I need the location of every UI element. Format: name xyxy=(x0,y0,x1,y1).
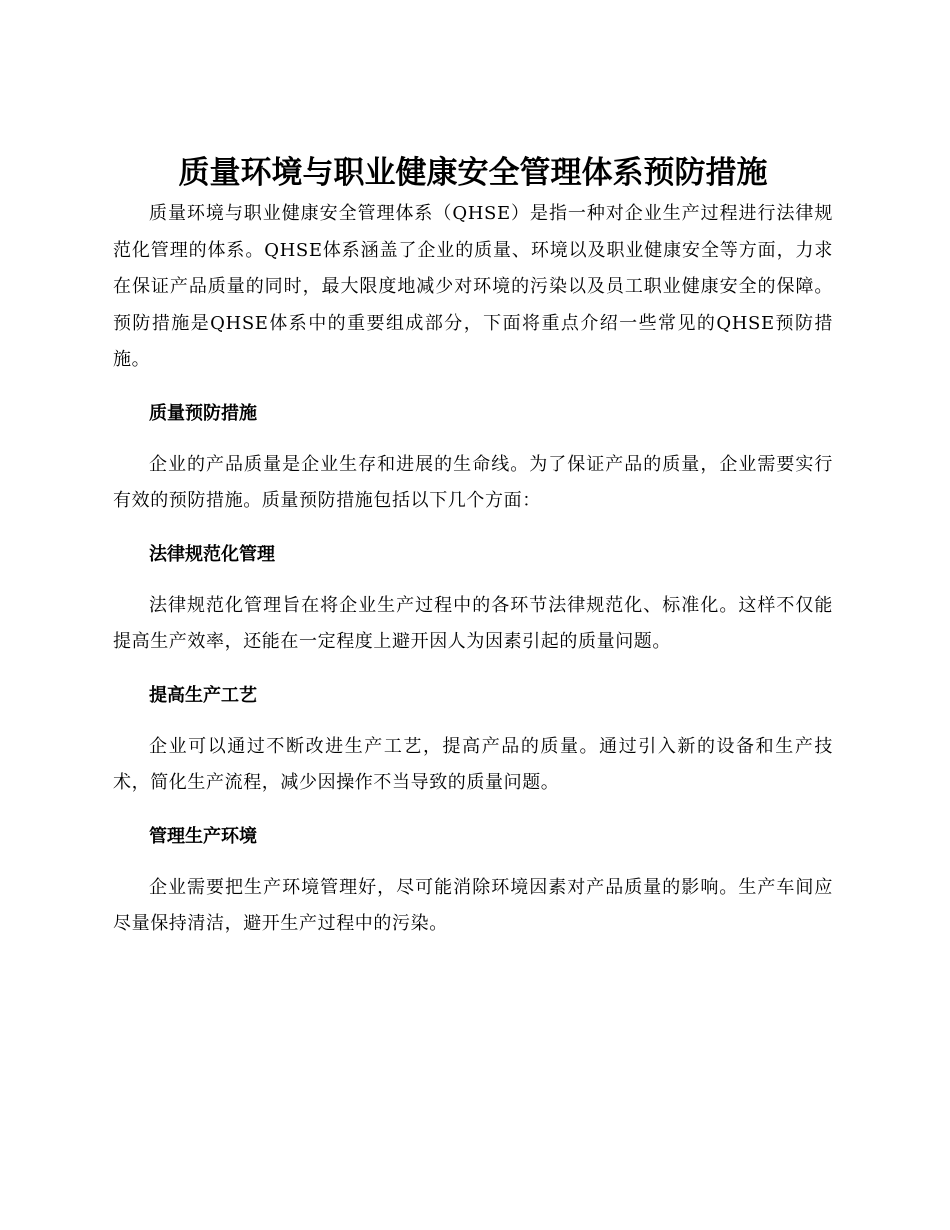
section-body-production-process: 企业可以通过不断改进生产工艺，提高产品的质量。通过引入新的设备和生产技术，简化生产流程，减少因操作不当导致的质量问题。 xyxy=(113,735,833,793)
document-content xyxy=(113,150,833,943)
section-heading-production-environment: 管理生产环境 xyxy=(149,825,257,847)
section-body-quality-prevention: 企业的产品质量是企业生存和进展的生命线。为了保证产品的质量，企业需要实行有效的预防措施。质量预防措施包括以下几个方面： xyxy=(113,453,833,511)
section-heading-quality-prevention: 质量预防措施 xyxy=(149,402,257,424)
section-body-legal-standardization: 法律规范化管理旨在将企业生产过程中的各环节法律规范化、标准化。这样不仅能提高生产效率，还能在一定程度上避开因人为因素引起的质量问题。 xyxy=(113,594,833,652)
section-body-production-environment: 企业需要把生产环境管理好，尽可能消除环境因素对产品质量的影响。生产车间应尽量保持清洁，避开生产过程中的污染。 xyxy=(113,876,833,934)
spacer xyxy=(113,661,833,678)
spacer xyxy=(113,520,833,537)
spacer xyxy=(113,573,833,588)
document-title: 质量环境与职业健康安全管理体系预防措施 xyxy=(178,155,768,191)
spacer xyxy=(113,714,833,729)
section-heading-production-process: 提高生产工艺 xyxy=(149,684,257,706)
intro-paragraph: 质量环境与职业健康安全管理体系（QHSE）是指一种对企业生产过程进行法律规范化管理的体系。QHSE体系涵盖了企业的质量、环境以及职业健康安全等方面，力求在保证产品质量的同时，最大限度地减少对环境的污染以及员工职业健康安全的保障。预防措施是QHSE体系中的重要组成部分，下面将重点介绍一些常见的QHSE预防措施。 xyxy=(113,203,833,370)
spacer xyxy=(113,432,833,447)
spacer xyxy=(113,379,833,396)
spacer xyxy=(113,855,833,870)
spacer xyxy=(113,802,833,819)
section-heading-legal-standardization: 法律规范化管理 xyxy=(149,543,275,565)
